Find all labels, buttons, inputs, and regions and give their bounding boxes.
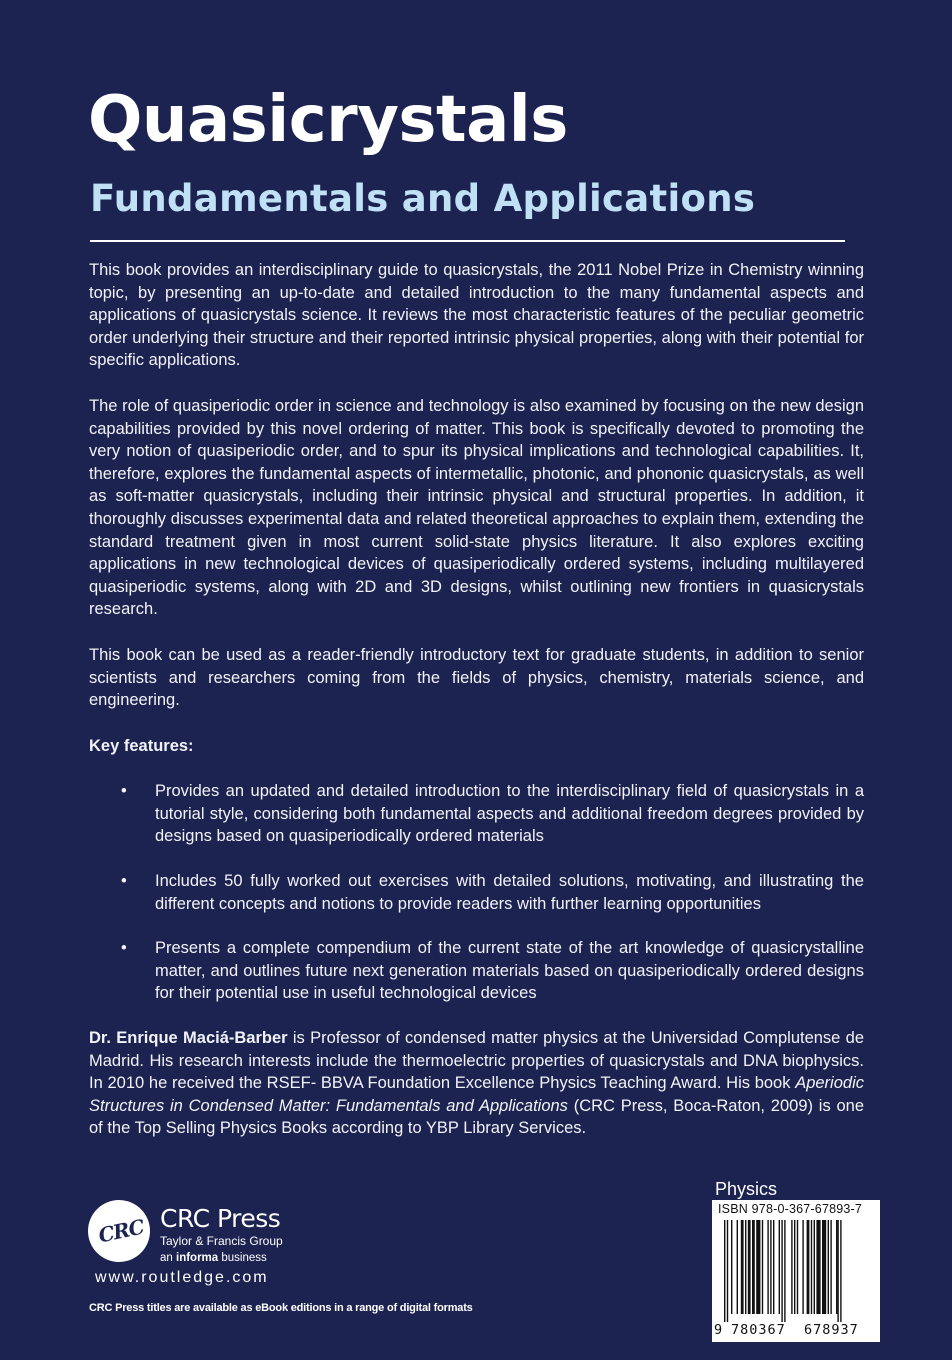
barcode-bar	[794, 1220, 795, 1314]
bullet-icon: •	[121, 782, 127, 801]
page-subtitle: Fundamentals and Applications	[90, 177, 756, 220]
author-bio-text-1: is Professor of condensed matter physics at the Universidad Complutense de Madrid. His research interests include the thermoelectric properties of quasicrystals and DNA biophysics. In 2010 he received the RSEF- BBVA Foundation Excellence Physics Teaching Award. His book	[89, 1029, 865, 1093]
barcode-bar	[814, 1220, 815, 1314]
bullet-icon: •	[121, 939, 127, 958]
category-label: Physics	[715, 1179, 778, 1199]
isbn-label: ISBN 978-0-367-67893-7	[718, 1202, 863, 1216]
barcode-bar	[816, 1220, 820, 1314]
author-book-title: Aperiodic Structures in Condensed Matter: Fundamentals and Applications	[89, 1074, 864, 1115]
barcode-bar	[767, 1220, 768, 1314]
barcode-bar	[840, 1220, 841, 1322]
barcode-digits-right: 678937	[804, 1322, 859, 1338]
barcode-bar	[791, 1220, 792, 1314]
barcode-bar	[741, 1220, 744, 1314]
barcode-bar	[822, 1220, 826, 1314]
barcode-bar	[828, 1220, 829, 1314]
barcode-bar	[752, 1220, 755, 1314]
publisher-tagline	[160, 1252, 267, 1264]
tagline-prefix: an	[160, 1252, 176, 1264]
feature-item	[89, 780, 864, 848]
key-features-list	[89, 780, 864, 1005]
barcode-bar	[779, 1220, 780, 1314]
barcode-digits-left: 780367	[731, 1322, 786, 1338]
barcode-bar	[724, 1220, 725, 1322]
barcode-panel	[712, 1200, 880, 1342]
page-title: Quasicrystals	[88, 83, 568, 157]
feature-text: Provides an updated and detailed introduction to the interdisciplinary field of quasicrystals in a tutorial style, considering both fundamental aspects and additional freedom degrees provided by designs based on quasiperiodically ordered materials	[155, 782, 864, 846]
barcode-bar	[837, 1220, 838, 1322]
barcode-bar	[781, 1220, 782, 1322]
barcode-bar	[745, 1220, 746, 1314]
author-bio	[89, 1027, 864, 1140]
key-features-heading: Key features:	[89, 736, 194, 755]
barcode-icon	[724, 1220, 868, 1322]
author-name: Dr. Enrique Maciá-Barber	[89, 1029, 288, 1048]
crc-logo-icon	[88, 1200, 150, 1262]
barcode-bar	[797, 1220, 798, 1314]
barcode-digit-first: 9	[714, 1322, 723, 1338]
feature-text: Presents a complete compendium of the current state of the art knowledge of quasicrystalline matter, and outlines future next generation materials based on quasiperiodically ordered designs for their potential use in useful technological devices	[155, 939, 864, 1003]
barcode-bar	[830, 1220, 831, 1314]
feature-item	[89, 870, 864, 915]
barcode-bar	[756, 1220, 760, 1314]
publisher-name: CRC Press	[160, 1204, 281, 1233]
description-paragraph-2: The role of quasiperiodic order in science and technology is also examined by focusing on the new design capabilities provided by this novel ordering of matter. This book is specifically devoted to promoting the very notion of quasiperiodic order, and to spur its physical implications and technological capabilities. It, therefore, explores the fundamental aspects of intermetallic, photonic, and phononic quasicrystals, as well as soft-matter quasicrystals, including their intrinsic physical and structural properties. In addition, it thoroughly discusses experimental data and related theoretical approaches to explain them, extending the standard treatment given in most current solid-state physics literature. It also explores exciting applications in new technological devices of quasiperiodically ordered systems, including multilayered quasiperiodic systems, along with 2D and 3D designs, whilst outlining new frontiers in quasicrystals research.	[89, 396, 864, 619]
barcode-bar	[773, 1220, 774, 1314]
tagline-suffix: business	[218, 1252, 267, 1264]
title-divider	[90, 240, 845, 242]
description-paragraph-1: This book provides an interdisciplinary guide to quasicrystals, the 2011 Nobel Prize in Chemistry winning topic, by presenting an up-to-date and detailed introduction to the many fundamental aspects and applications of quasicrystals science. It reviews the most characteristic features of the peculiar geometric order underlying their structure and their reported intrinsic physical properties, along with their potential for specific applications.	[89, 261, 864, 370]
barcode-bar	[807, 1220, 810, 1314]
crc-logo-text: CRC	[96, 1214, 146, 1248]
barcode-bar	[802, 1220, 803, 1314]
tagline-bold: informa	[176, 1252, 219, 1264]
barcode-bar	[762, 1220, 763, 1314]
ebook-note: CRC Press titles are available as eBook editions in a range of digital formats	[89, 1302, 473, 1314]
barcode-bar	[731, 1220, 732, 1314]
barcode-bar	[811, 1220, 812, 1314]
barcode-bar	[836, 1220, 837, 1314]
publisher-group: Taylor & Francis Group	[160, 1234, 283, 1248]
bullet-icon: •	[121, 872, 127, 891]
barcode-bar	[770, 1220, 771, 1314]
description-paragraph-3: This book can be used as a reader-friendly introductory text for graduate students, in addition to senior scientists and researchers coming from the fields of physics, chemistry, materials science, and engineering.	[89, 645, 864, 710]
barcode-bar	[748, 1220, 751, 1314]
feature-item	[89, 937, 864, 1005]
publisher-website[interactable]: www.routledge.com	[95, 1269, 269, 1286]
barcode-bar	[784, 1220, 785, 1322]
barcode-bar	[737, 1220, 738, 1314]
barcode-bar	[727, 1220, 728, 1322]
feature-text: Includes 50 fully worked out exercises with detailed solutions, motivating, and illustrating the different concepts and notions to provide readers with further learning opportunities	[155, 872, 864, 913]
author-bio-text-2: (CRC Press, Boca-Raton, 2009) is one of the Top Selling Physics Books according to YBP Library Services.	[89, 1096, 865, 1138]
description-block	[89, 259, 864, 1163]
